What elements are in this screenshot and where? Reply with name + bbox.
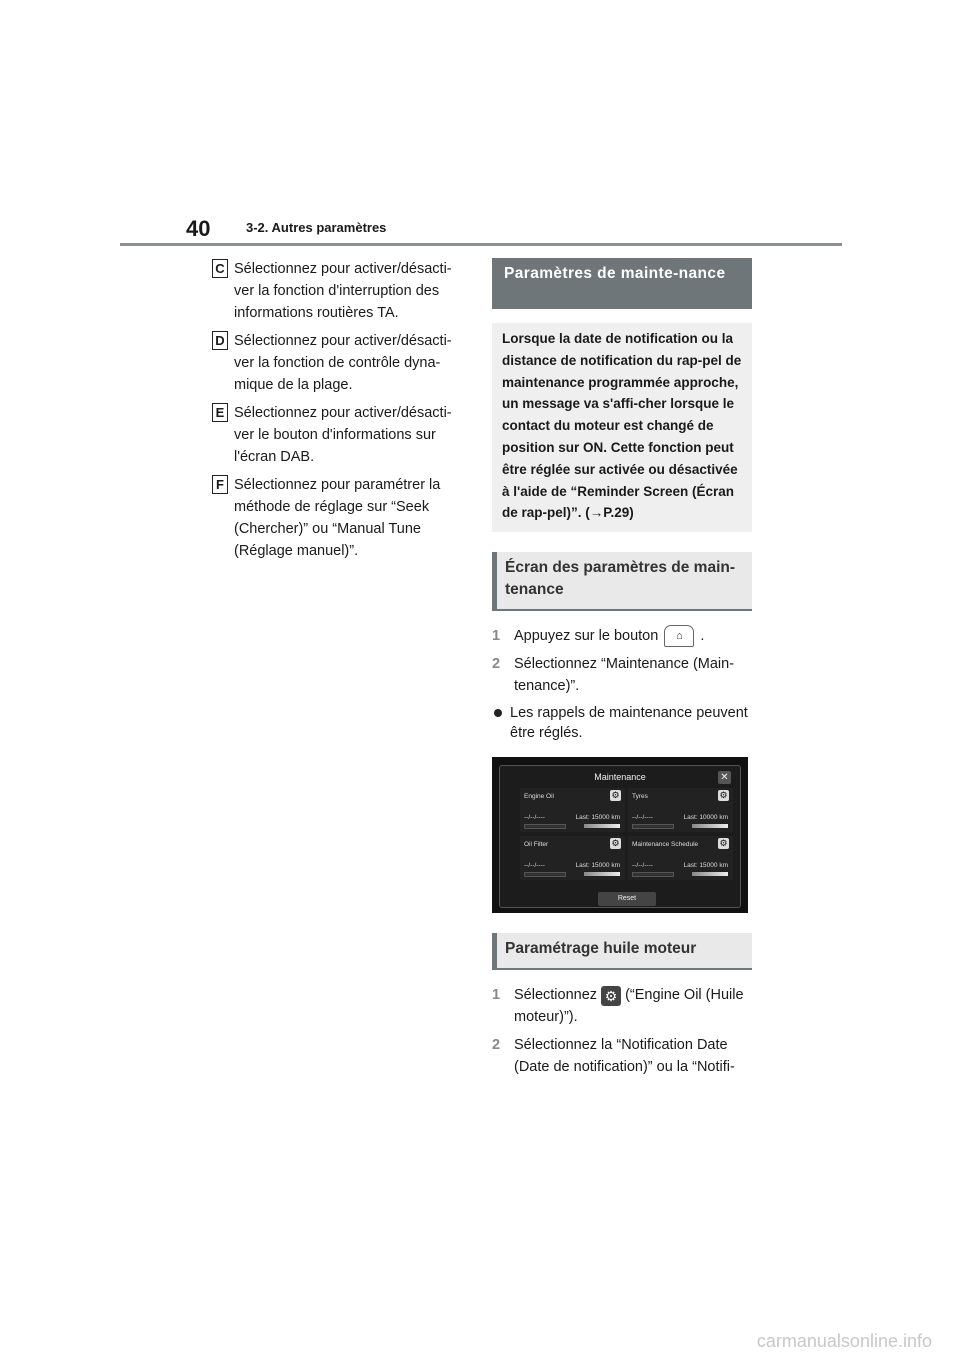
header-rule: [120, 243, 842, 246]
step-number: 1: [492, 628, 501, 645]
item-text: Sélectionnez pour activer/désacti-ver la fonction de contrôle dyna-mique de la plage.: [234, 333, 452, 393]
maintenance-title: Paramètres de mainte-nance: [492, 258, 752, 309]
engine-oil-cell[interactable]: [520, 788, 625, 832]
cell-name: Maintenance Schedule: [632, 841, 699, 849]
letter-f-label: F: [212, 475, 228, 494]
gear-icon[interactable]: ⚙: [611, 838, 620, 849]
reset-button[interactable]: Reset: [598, 892, 656, 906]
step-text-end: .: [700, 628, 705, 645]
left-column: [212, 258, 462, 568]
maintenance-schedule-cell[interactable]: [628, 836, 733, 880]
item-text: Sélectionnez pour activer/désacti-ver le bouton d'informations sur l'écran DAB.: [234, 405, 452, 465]
bullet-text: Les rappels de maintenance peuvent être réglés.: [510, 705, 748, 742]
close-icon[interactable]: ✕: [718, 771, 731, 784]
bullet-note: [492, 703, 752, 743]
watermark: carmanualsonline.info: [756, 1331, 932, 1351]
cell-date: --/--/----: [524, 862, 545, 870]
step-2: [492, 1034, 752, 1078]
info-box: Lorsque la date de notification ou la distance de notification du rap-pel de maintenance programmée approche, un message va s'affi-cher lorsque le contact du moteur est changé de position sur ON. Cette fonction peut être réglée sur activée ou désactivée à l'aide de “Reminder Screen (Écran de rap-pel)”. (→P.29): [492, 323, 752, 532]
date-bar: [524, 824, 566, 829]
distance-bar: [692, 872, 728, 876]
letter-c-label: C: [212, 259, 228, 278]
oil-filter-cell[interactable]: [520, 836, 625, 880]
page-number: 40: [186, 216, 211, 241]
cell-name: Tyres: [632, 793, 648, 801]
date-bar: [632, 872, 674, 877]
step-1: [492, 984, 752, 1028]
cell-last: Last: 15000 km: [683, 862, 728, 870]
distance-bar: [584, 824, 620, 828]
list-item: [212, 258, 462, 324]
gear-icon: ⚙: [601, 986, 621, 1006]
step-text: Sélectionnez: [514, 987, 598, 1004]
list-item: [212, 474, 462, 562]
bullet-dot-icon: [494, 709, 502, 717]
step-text: Appuyez sur le bouton: [514, 628, 659, 645]
gear-icon[interactable]: ⚙: [719, 790, 728, 801]
letter-d-label: D: [212, 331, 228, 350]
step-text: Sélectionnez “Maintenance (Main-tenance)”.: [514, 656, 735, 695]
gear-icon[interactable]: ⚙: [611, 790, 620, 801]
cell-date: --/--/----: [632, 862, 653, 870]
step-1: [492, 625, 752, 647]
step-number: 1: [492, 987, 501, 1004]
list-item: [212, 402, 462, 468]
letter-e-label: E: [212, 403, 228, 422]
maintenance-screen: [499, 765, 741, 908]
oil-section-title: Paramétrage huile moteur: [492, 933, 752, 970]
step-text-end: (“Engine Oil (Huile moteur)”).: [514, 987, 744, 1026]
item-text: Sélectionnez pour paramétrer la méthode de réglage sur “Seek (Chercher)” ou “Manual Tune (Réglage manuel)”.: [234, 477, 441, 559]
maintenance-screen-image: [492, 757, 748, 913]
section-header: 3-2. Autres paramètres: [246, 220, 387, 235]
cell-date: --/--/----: [632, 814, 653, 822]
gear-icon[interactable]: ⚙: [719, 838, 728, 849]
home-icon: ⌂: [664, 625, 694, 647]
screen-section-title: Écran des paramètres de main-tenance: [492, 552, 752, 611]
step-text: Sélectionnez la “Notification Date (Date de notification)” ou la “Notifi-: [514, 1037, 735, 1076]
step-2: [492, 653, 752, 697]
distance-bar: [692, 824, 728, 828]
cell-name: Oil Filter: [524, 841, 549, 849]
distance-bar: [584, 872, 620, 876]
cell-name: Engine Oil: [524, 793, 554, 801]
step-number: 2: [492, 656, 501, 673]
date-bar: [632, 824, 674, 829]
item-text: Sélectionnez pour activer/désacti-ver la fonction d'interruption des informations routières TA.: [234, 261, 452, 321]
cell-last: Last: 15000 km: [575, 862, 620, 870]
screen-title: Maintenance: [594, 772, 646, 783]
cell-date: --/--/----: [524, 814, 545, 822]
list-item: [212, 330, 462, 396]
right-column: [492, 258, 752, 1084]
cell-last: Last: 15000 km: [575, 814, 620, 822]
date-bar: [524, 872, 566, 877]
tyres-cell[interactable]: [628, 788, 733, 832]
cell-last: Last: 10000 km: [683, 814, 728, 822]
step-number: 2: [492, 1037, 501, 1054]
